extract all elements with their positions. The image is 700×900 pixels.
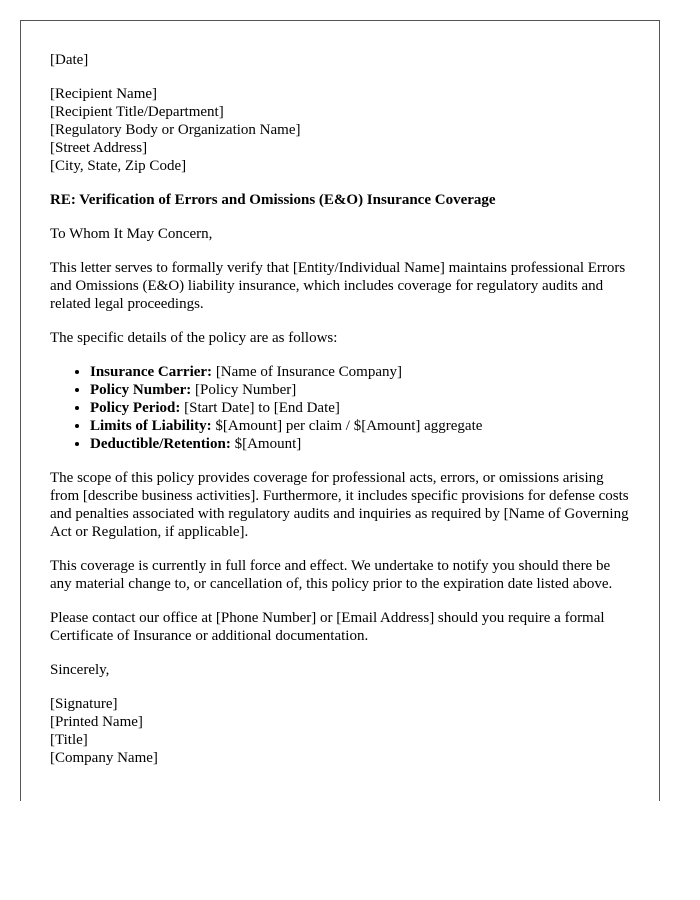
policy-details-list xyxy=(50,363,635,453)
detail-deductible xyxy=(90,435,635,453)
letter-date: [Date] xyxy=(50,52,89,68)
closing: Sincerely, xyxy=(50,662,110,678)
company-name: [Company Name] xyxy=(50,750,158,766)
recipient-block xyxy=(50,85,635,175)
recipient-name: [Recipient Name] xyxy=(50,86,158,102)
recipient-city: [City, State, Zip Code] xyxy=(50,158,187,174)
signer-title: [Title] xyxy=(50,732,88,748)
detail-label: Policy Number: xyxy=(90,382,192,398)
salutation: To Whom It May Concern, xyxy=(50,226,213,242)
details-lead: The specific details of the policy are as follows: xyxy=(50,330,338,346)
detail-value: [Policy Number] xyxy=(191,382,297,398)
detail-label: Insurance Carrier: xyxy=(90,364,213,380)
detail-label: Deductible/Retention: xyxy=(90,436,231,452)
detail-value: $[Amount] xyxy=(230,436,302,452)
detail-limits-of-liability xyxy=(90,417,635,435)
detail-policy-period xyxy=(90,399,635,417)
letter-page xyxy=(20,20,660,801)
scope-paragraph: The scope of this policy provides coverage for professional acts, errors, or omissions arising from [describe business activities]. Furthermore, it includes specific provisions for defense costs and penalties associated with regulatory audits and inquiries as required by [Name of Governing Act or Regulation, if applicable]. xyxy=(50,470,629,540)
subject-line: RE: Verification of Errors and Omissions (E&O) Insurance Coverage xyxy=(50,192,496,208)
detail-value: $[Amount] per claim / $[Amount] aggregate xyxy=(211,418,483,434)
signature: [Signature] xyxy=(50,696,118,712)
recipient-title: [Recipient Title/Department] xyxy=(50,104,224,120)
printed-name: [Printed Name] xyxy=(50,714,143,730)
detail-insurance-carrier xyxy=(90,363,635,381)
recipient-street: [Street Address] xyxy=(50,140,148,156)
detail-label: Policy Period: xyxy=(90,400,181,416)
detail-value: [Name of Insurance Company] xyxy=(212,364,402,380)
recipient-organization: [Regulatory Body or Organization Name] xyxy=(50,122,301,138)
detail-policy-number xyxy=(90,381,635,399)
detail-value: [Start Date] to [End Date] xyxy=(180,400,340,416)
letter-body xyxy=(50,51,635,783)
signature-block xyxy=(50,695,635,767)
contact-paragraph: Please contact our office at [Phone Number] or [Email Address] should you require a formal Certificate of Insurance or additional documentation. xyxy=(50,610,605,644)
detail-label: Limits of Liability: xyxy=(90,418,212,434)
status-paragraph: This coverage is currently in full force and effect. We undertake to notify you should there be any material change to, or cancellation of, this policy prior to the expiration date listed above. xyxy=(50,558,613,592)
intro-paragraph: This letter serves to formally verify that [Entity/Individual Name] maintains professional Errors and Omissions (E&O) liability insurance, which includes coverage for regulatory audits and related legal proceedings. xyxy=(50,260,626,312)
